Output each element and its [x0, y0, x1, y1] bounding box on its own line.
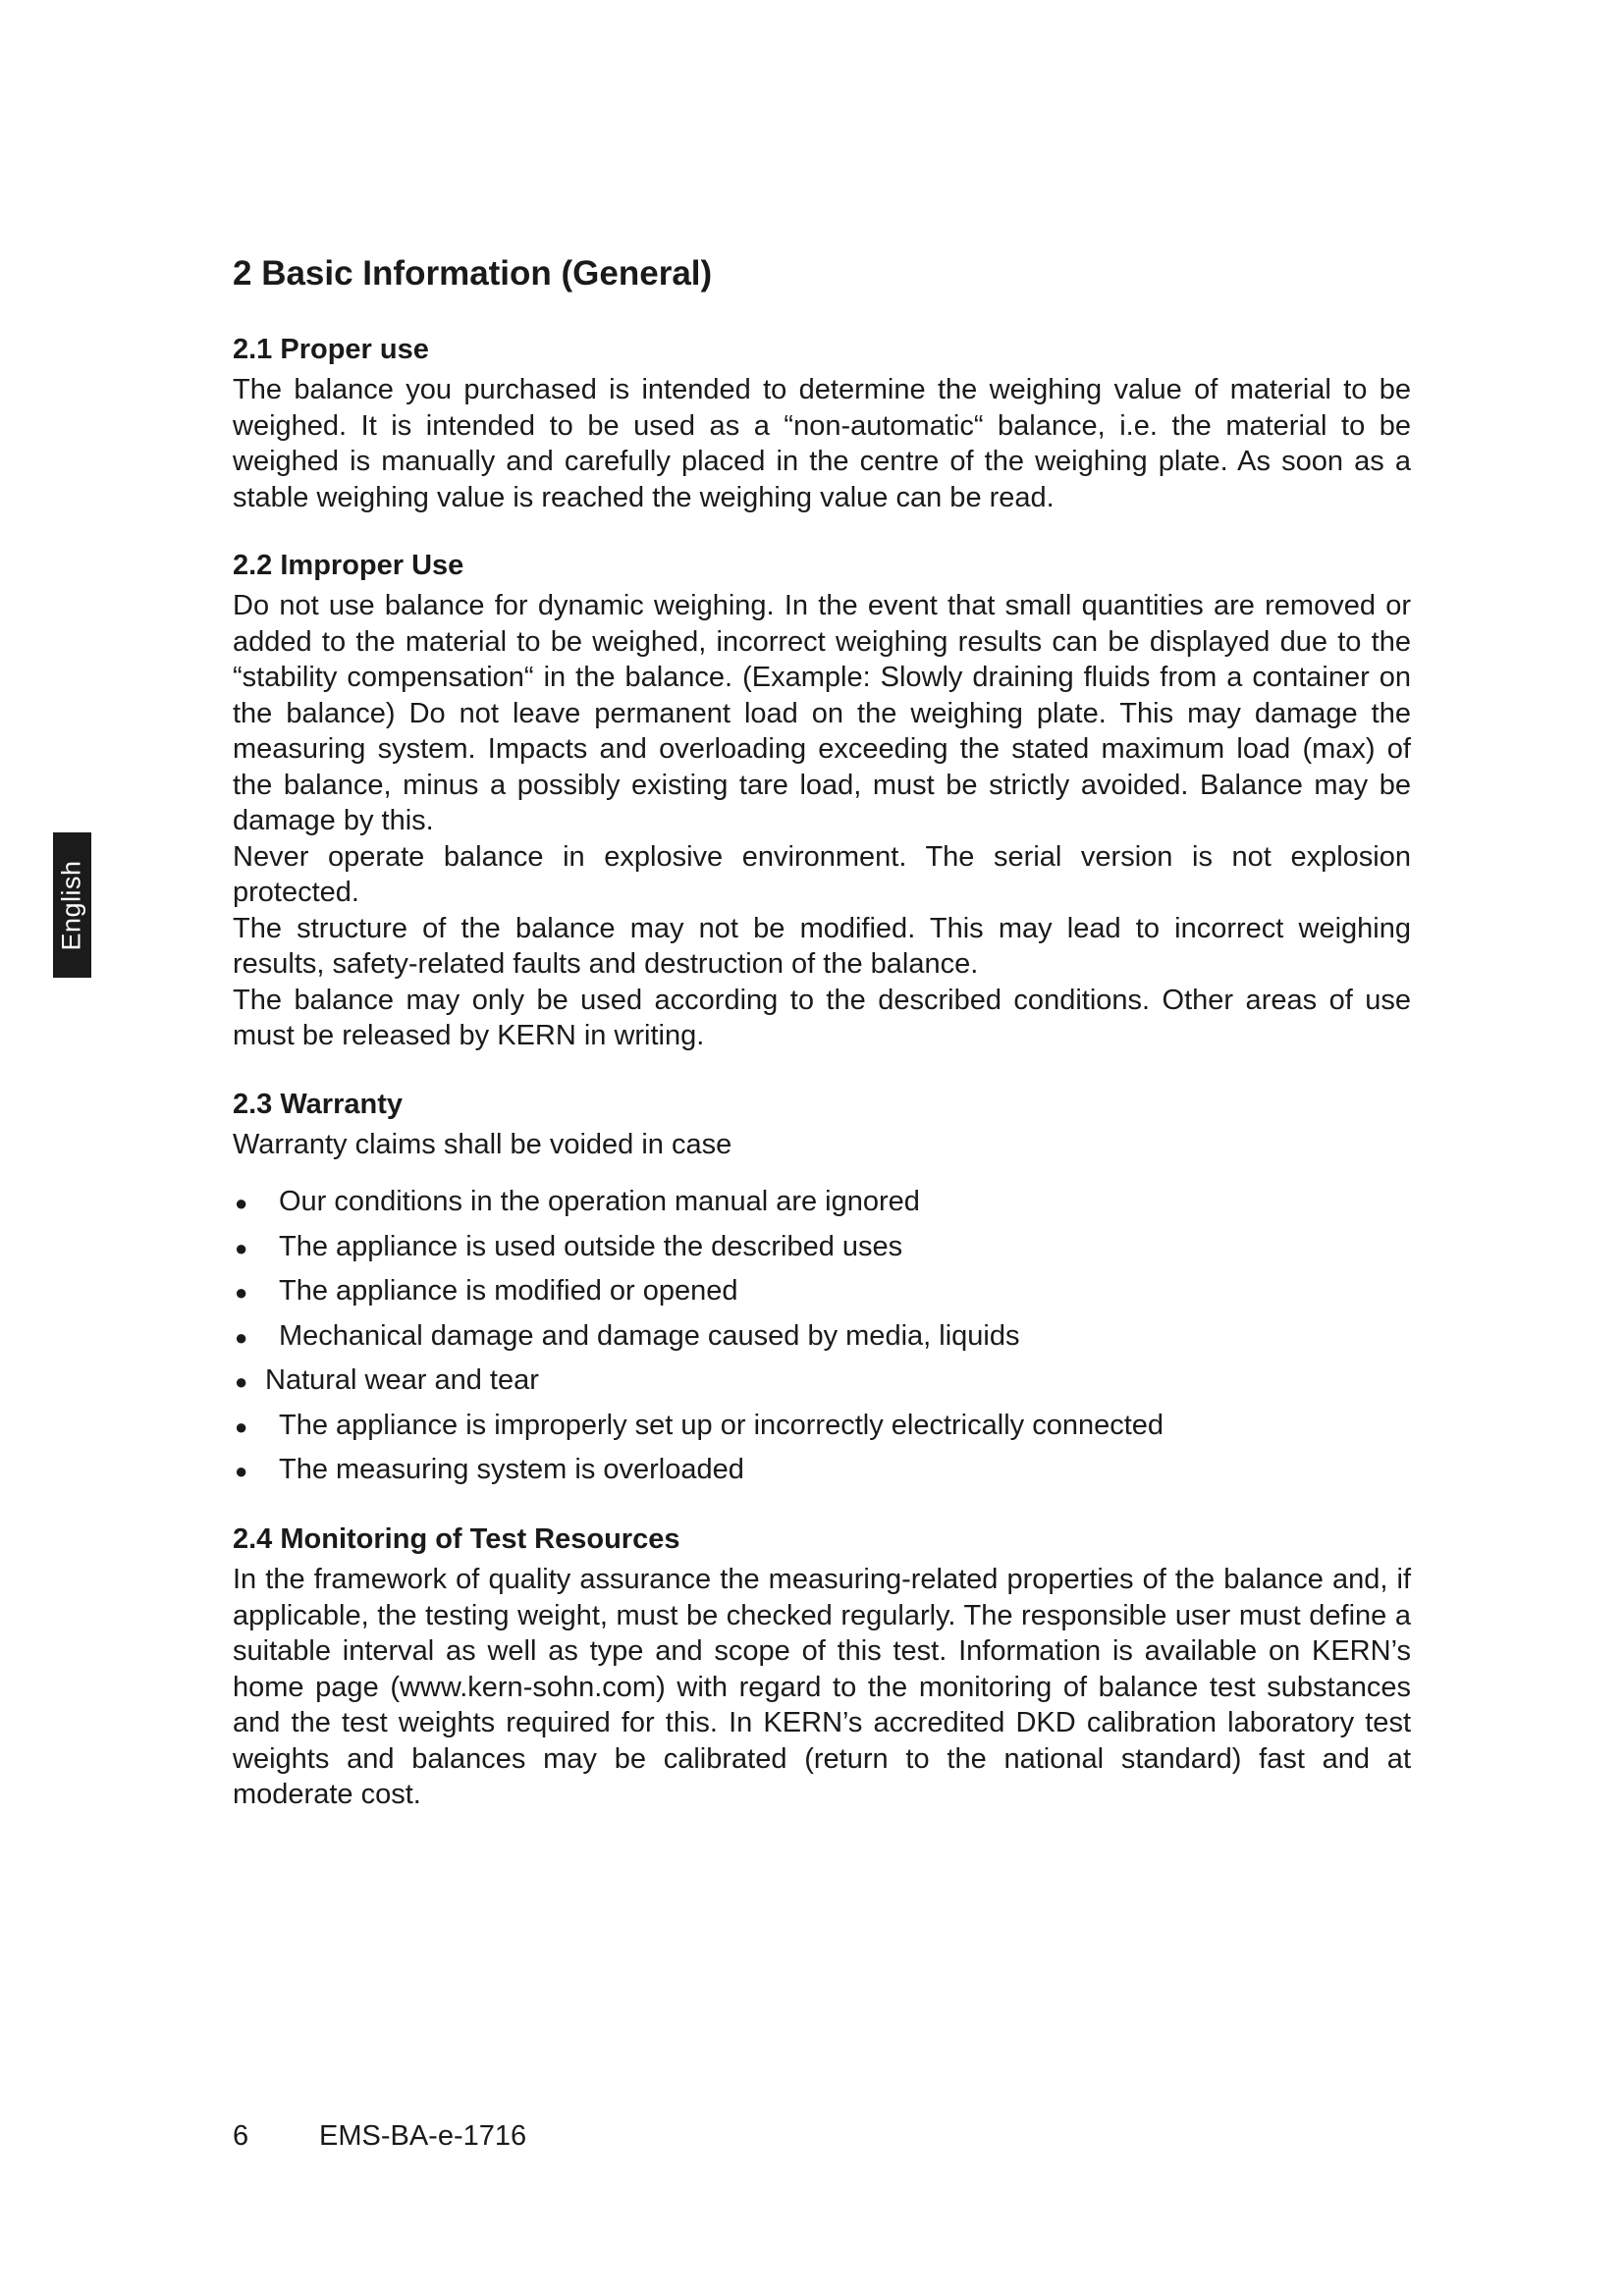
list-item: ● The appliance is modified or opened: [233, 1273, 1411, 1310]
paragraph: Warranty claims shall be voided in case: [233, 1128, 732, 1160]
paragraph: The structure of the balance may not be modified. This may lead to incorrect weighing results, safety-related faults and destruction of the balance.: [233, 912, 1411, 980]
bullet-icon: ●: [235, 1369, 248, 1394]
list-item: ● Natural wear and tear: [233, 1362, 1411, 1400]
bullet-icon: ●: [235, 1235, 248, 1260]
page-footer: [233, 2118, 526, 2154]
section-title: 2.4 Monitoring of Test Resources: [233, 1523, 680, 1555]
chapter-title: 2 Basic Information (General): [233, 254, 713, 293]
paragraph: In the framework of quality assurance the measuring-related properties of the balance and, if applicable, the testing weight, must be checked regularly. The responsible user must define a suitable interval as well as type and scope of this test. Information is available on KERN’s home page (www.kern-sohn.com) with regard to the monitoring of balance test substances and the test weights required for this. In KERN’s accredited DKD calibration laboratory test weights and balances may be calibrated (return to the national standard) fast and at moderate cost.: [233, 1564, 1411, 1810]
section-warranty: [233, 1086, 1411, 1490]
paragraph: Do not use balance for dynamic weighing. In the event that small quantities are removed or added to the material to be weighed, incorrect weighing results can be displayed due to the “stability compensation“ in the balance. (Example: Slowly draining fluids from a container on the balance) Do not leave permanent load on the weighing plate. This may damage the measuring system. Impacts and overloading exceeding the stated maximum load (max) of the balance, minus a possibly existing tare load, must be strictly avoided. Balance may be damage by this.: [233, 590, 1411, 836]
document-code: EMS-BA-e-1716: [319, 2120, 527, 2152]
list-item: ● The appliance is improperly set up or incorrectly electrically connected: [233, 1408, 1411, 1445]
list-item: ● The measuring system is overloaded: [233, 1452, 1411, 1489]
list-item: ● The appliance is used outside the described uses: [233, 1229, 1411, 1266]
section-title: 2.2 Improper Use: [233, 550, 464, 581]
bullet-icon: ●: [235, 1191, 248, 1215]
paragraph: The balance you purchased is intended to determine the weighing value of material to be weighed. It is intended to be used as a “non-automatic“ balance, i.e. the material to be weighed is manually and carefully placed in the centre of the weighing plate. As soon as a stable weighing value is reached the weighing value can be read.: [233, 374, 1411, 513]
bullet-icon: ●: [235, 1324, 248, 1350]
section-title: 2.3 Warranty: [233, 1088, 403, 1120]
section-monitoring: [233, 1521, 1411, 1813]
warranty-list: [233, 1184, 1411, 1489]
page-number: 6: [233, 2120, 249, 2152]
bullet-icon: ●: [235, 1280, 248, 1305]
list-item: ● Mechanical damage and damage caused by media, liquids: [233, 1318, 1411, 1356]
paragraph: The balance may only be used according to the described conditions. Other areas of use must be released by KERN in writing.: [233, 984, 1411, 1051]
paragraph: Never operate balance in explosive environment. The serial version is not explosion protected.: [233, 840, 1411, 908]
section-title: 2.1 Proper use: [233, 334, 429, 365]
page-content: [233, 250, 1411, 1844]
language-tab-label: English: [57, 859, 86, 951]
section-proper-use: [233, 331, 1411, 515]
bullet-icon: ●: [235, 1414, 248, 1439]
bullet-icon: ●: [235, 1459, 248, 1483]
list-item: ● Our conditions in the operation manual are ignored: [233, 1184, 1411, 1221]
language-tab: [53, 832, 91, 978]
section-improper-use: [233, 547, 1411, 1054]
